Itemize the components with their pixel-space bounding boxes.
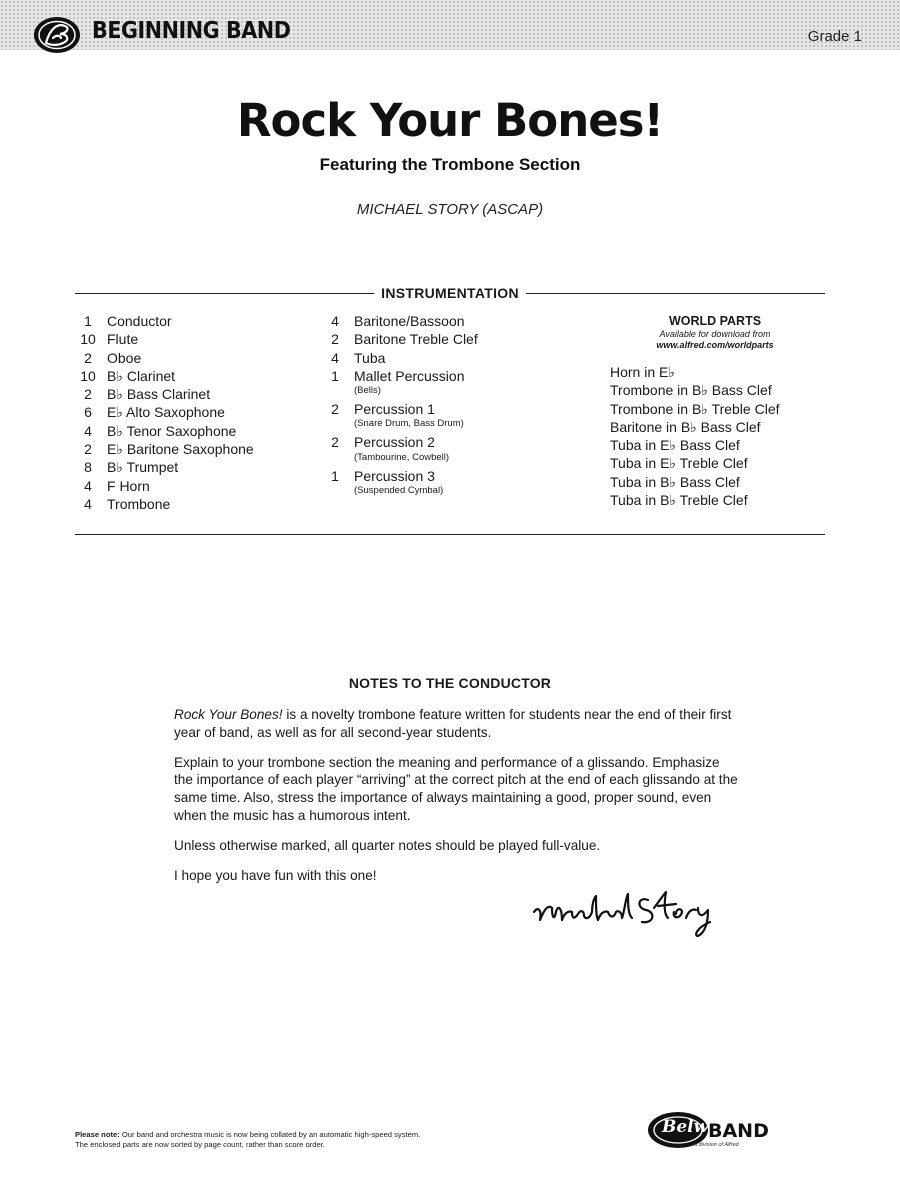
instrument-name: Mallet Percussion xyxy=(354,367,465,384)
grade-label: Grade 1 xyxy=(807,28,862,45)
world-part-item: Tuba in B♭ Bass Clef xyxy=(610,473,740,490)
instrument-qty: 4 xyxy=(84,422,92,439)
world-part-item: Tuba in B♭ Treble Clef xyxy=(610,492,748,509)
instrument-row xyxy=(78,440,254,458)
notes-paragraph: Explain to your trombone section the meaning and performance of a glissando. Emphasize the importance of each player “arriving” at the correct pitch at the end of each glissando at the same time. Also, stress the importance of always maintaining a good, proper sound, even when the music has a humorous intent. xyxy=(174,754,738,823)
world-part-item: Tuba in E♭ Bass Clef xyxy=(610,437,740,454)
instrument-qty: 4 xyxy=(84,477,92,494)
instrument-row xyxy=(78,477,254,495)
instrument-name: B♭ Tenor Saxophone xyxy=(107,422,237,439)
instrument-name: Percussion 3 xyxy=(354,467,435,484)
publisher-band: BAND xyxy=(708,1120,769,1142)
instrument-name: E♭ Alto Saxophone xyxy=(107,404,225,421)
instrument-name: E♭ Baritone Saxophone xyxy=(107,441,254,458)
world-parts-list xyxy=(610,363,780,509)
instrumentation-column-2 xyxy=(325,312,478,500)
world-parts-url[interactable]: www.alfred.com/worldparts xyxy=(656,340,774,350)
instrument-detail: (Bells) xyxy=(354,385,381,397)
beginning-band-logo-icon xyxy=(32,14,82,56)
instrument-qty: 1 xyxy=(331,367,339,384)
instrument-row xyxy=(325,367,478,397)
instrument-row xyxy=(78,367,254,385)
instrument-row xyxy=(325,349,478,367)
instrument-detail: (Suspended Cymbal) xyxy=(354,485,444,497)
instrument-name: F Horn xyxy=(107,477,150,494)
instrument-qty: 10 xyxy=(80,331,96,348)
instrument-row xyxy=(78,349,254,367)
instrument-name: Percussion 1 xyxy=(354,401,435,418)
instrument-row xyxy=(325,433,478,463)
notes-paragraph: I hope you have fun with this one! xyxy=(174,867,377,883)
notes-paragraph: Unless otherwise marked, all quarter notes should be played full-value. xyxy=(174,837,601,853)
instrumentation-column-1 xyxy=(78,312,254,513)
instrument-qty: 2 xyxy=(84,441,92,458)
instrument-name: Baritone Treble Clef xyxy=(354,331,478,348)
instrument-detail: (Tambourine, Cowbell) xyxy=(354,451,450,463)
instrumentation-bottom-rule xyxy=(75,534,825,535)
instrument-row xyxy=(325,467,478,497)
instrument-row xyxy=(78,495,254,513)
instrument-detail: (Snare Drum, Bass Drum) xyxy=(354,418,464,430)
instrument-name: B♭ Clarinet xyxy=(107,367,176,384)
instrument-qty: 4 xyxy=(331,349,339,366)
series-name: BEGINNING BAND xyxy=(92,18,291,44)
instrument-name: Percussion 2 xyxy=(354,434,435,451)
composer-signature xyxy=(530,890,730,940)
world-part-item: Horn in E♭ xyxy=(610,364,675,380)
instrument-row xyxy=(325,330,478,348)
notes-piece-title: Rock Your Bones! xyxy=(174,707,283,722)
world-part-item: Baritone in B♭ Bass Clef xyxy=(610,418,761,435)
instrument-name: Tuba xyxy=(354,349,386,366)
instrument-qty: 2 xyxy=(84,349,92,366)
instrument-row xyxy=(78,403,254,421)
instrument-row xyxy=(78,422,254,440)
instrument-row xyxy=(325,400,478,430)
instrument-qty: 6 xyxy=(84,404,92,421)
notes-body xyxy=(174,706,739,896)
instrument-row xyxy=(78,312,254,330)
publisher-sub: a division of Alfred xyxy=(694,1142,739,1148)
world-part-item: Trombone in B♭ Bass Clef xyxy=(610,382,772,399)
instrument-qty: 8 xyxy=(84,459,92,476)
notes-heading: NOTES TO THE CONDUCTOR xyxy=(348,675,552,691)
instrument-row xyxy=(78,385,254,403)
instrument-qty: 10 xyxy=(80,367,96,384)
instrument-qty: 4 xyxy=(84,495,92,512)
notes-paragraph: Rock Your Bones! is a novelty trombone feature written for students near the end of their first year of band, as well as for all second-year students. xyxy=(174,707,732,740)
publisher-script: Belwin xyxy=(662,1117,728,1137)
instrumentation-heading: INSTRUMENTATION xyxy=(0,285,900,301)
instrument-name: Baritone/Bassoon xyxy=(354,313,465,329)
piece-subtitle: Featuring the Trombone Section xyxy=(319,155,581,174)
instrument-name: Flute xyxy=(107,331,139,348)
piece-title: Rock Your Bones! xyxy=(236,94,664,147)
instrument-name: B♭ Trumpet xyxy=(107,459,179,476)
world-parts-title: WORLD PARTS xyxy=(668,314,762,328)
instrument-qty: 1 xyxy=(331,467,339,484)
instrument-qty: 2 xyxy=(331,434,339,451)
instrument-qty: 4 xyxy=(331,313,339,329)
world-part-item: Trombone in B♭ Treble Clef xyxy=(610,400,780,417)
footer-note: Please note: Our band and orchestra music is now being collated by an automatic high-speed system. The enclosed parts are now sorted by page count, rather than score order. xyxy=(75,1130,421,1149)
instrument-name: Conductor xyxy=(107,313,172,329)
instrument-qty: 1 xyxy=(84,313,92,329)
instrument-row xyxy=(325,312,478,330)
instrument-qty: 2 xyxy=(331,401,339,418)
world-parts-note: Available for download from xyxy=(659,329,771,339)
instrument-name: Trombone xyxy=(107,495,171,512)
instrument-row xyxy=(78,458,254,476)
instrument-qty: 2 xyxy=(84,386,92,403)
world-part-item: Tuba in E♭ Treble Clef xyxy=(610,455,748,472)
instrument-row xyxy=(78,330,254,348)
composer: MICHAEL STORY (ASCAP) xyxy=(356,201,544,218)
instrument-name: B♭ Bass Clarinet xyxy=(107,386,211,403)
world-parts-header xyxy=(610,313,820,351)
instrument-name: Oboe xyxy=(107,349,142,366)
instrument-qty: 2 xyxy=(331,331,339,348)
